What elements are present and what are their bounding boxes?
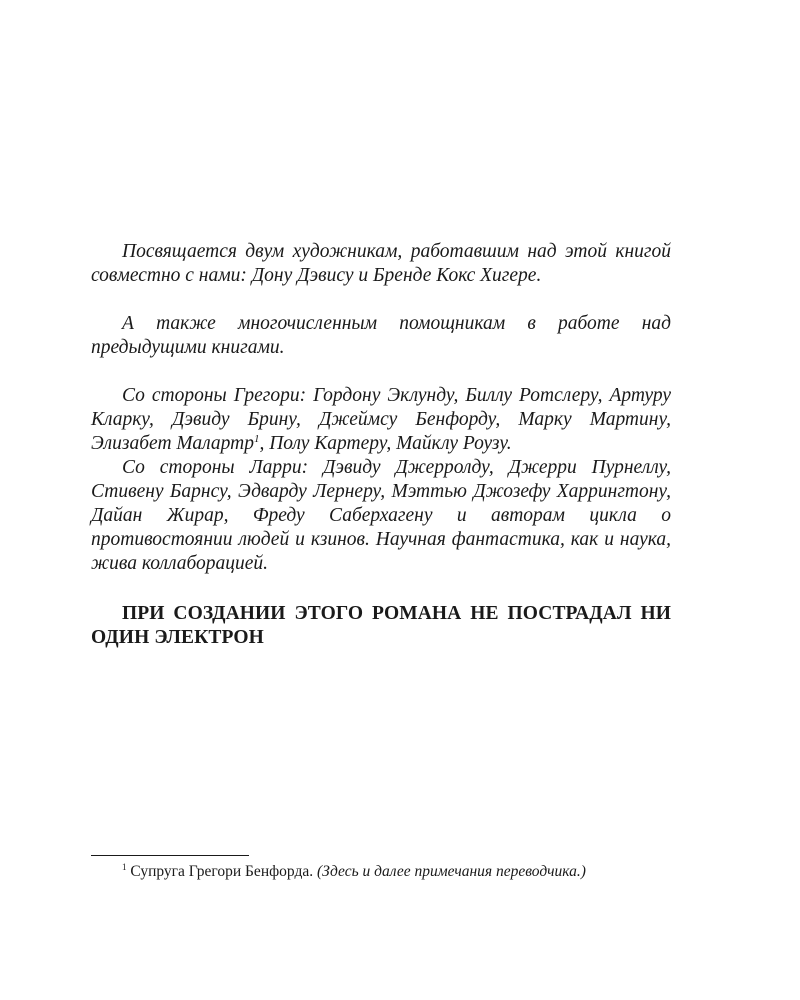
dedication-paragraph-gregory [91, 384, 671, 456]
footnote [91, 861, 671, 882]
footnote-mark: 1 [122, 862, 127, 872]
book-page [91, 0, 671, 1000]
footnote-divider [91, 855, 249, 856]
dedication-paragraph-artists: Посвящается двум художникам, работавшим над этой книгой совместно с нами: Дону Дэвису и Бренде Кокс Хигере. [91, 241, 671, 286]
footnote-translator-note: (Здесь и далее примечания переводчика.) [316, 863, 586, 880]
gregory-list-start: Со стороны Грегори: Гордону Эклунду, Биллу Ротслеру, Артуру Кларку, Дэвиду Брину, Джеймсу Бенфорду, Марку Мартину, Элизабет Малартр [91, 385, 671, 454]
notice-heading: ПРИ СОЗДАНИИ ЭТОГО РОМАНА НЕ ПОСТРАДАЛ НИ ОДИН ЭЛЕКТРОН [91, 603, 671, 648]
footnote-text [91, 861, 671, 882]
dedication-block [91, 240, 671, 650]
dedication-paragraph-helpers: А также многочисленным помощникам в работе над предыдущими книгами. [91, 313, 671, 358]
gregory-list-end: , Полу Картеру, Майклу Роузу. [259, 433, 512, 454]
footnote-reference-mark: 1 [253, 433, 260, 445]
footnote-main: Супруга Грегори Бенфорда. [130, 863, 314, 880]
dedication-paragraph-larry: Со стороны Ларри: Дэвиду Джерролду, Джерри Пурнеллу, Стивену Барнсу, Эдварду Лернеру, Мэттью Джозефу Харрингтону, Дайан Жирар, Фреду Саберхагену и авторам цикла о противостоянии людей и кзинов. Научная фантастика, как и наука, жива коллаборацией. [91, 457, 671, 574]
